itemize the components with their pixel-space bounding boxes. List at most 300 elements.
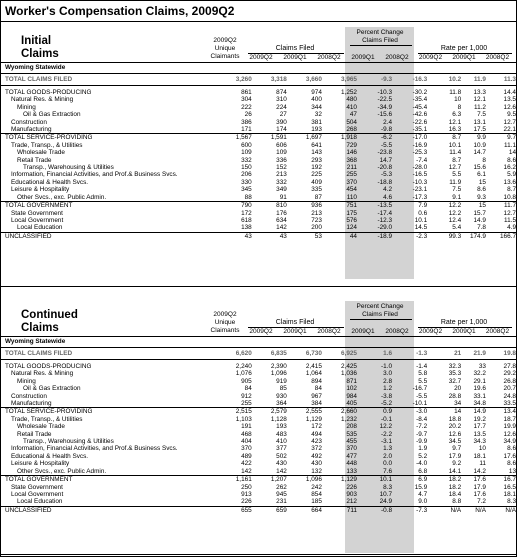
unique-claimants-header-line: 2009Q2 [213,37,237,44]
table-cell: 3.0 [383,370,393,378]
row-label: Mining [17,103,36,111]
table-cell: 410 [346,103,357,111]
table-cell: 634 [276,216,287,224]
table-cell: 13.5 [473,430,486,438]
row-label: TOTAL SERVICE-PROVIDING [1,408,213,416]
table-cell: 967 [311,392,322,400]
table-cell: 10.2 [427,74,461,86]
table-cell: -22.6 [412,118,428,126]
table-cell: -13.5 [357,202,392,210]
table-cell: -18.9 [357,232,392,240]
table-cell: 659 [252,506,287,514]
table-cell: 364 [276,400,287,408]
table-cell: 225 [311,171,322,179]
table-cell: 368 [346,156,357,164]
table-cell: 903 [346,490,357,498]
section-title-line: Claims [21,48,59,60]
section-title-line: Initial [21,35,52,47]
table-cell: 12.6 [503,103,516,111]
table-cell: 372 [311,445,322,453]
table-cell: 11.1 [504,141,516,149]
table-cell: 345 [241,186,252,194]
table-row [1,370,516,377]
table-cell: 12.2 [379,423,393,431]
table-cell: 751 [322,202,357,210]
table-cell: 16.2 [503,164,516,172]
percent-change-header-line: Percent Change [356,303,404,310]
table-cell: 1,207 [252,476,287,484]
table-cell: 2.0 [383,452,393,460]
table-cell: 8.7 [507,186,516,194]
table-cell: -2.3 [392,232,427,240]
table-cell: 3,318 [252,74,287,86]
table-cell: 0.0 [383,460,393,468]
table-cell: 6,835 [252,348,287,360]
table-cell: 790 [213,202,252,210]
table-cell: 18.1 [473,452,486,460]
row-label: TOTAL GOODS-PRODUCING [5,89,92,96]
table-cell: 175 [346,209,357,217]
table-cell: 171 [241,126,252,134]
row-label: Transp., Warehousing & Utilities [23,438,114,446]
table-cell: 11.9 [449,178,462,186]
table-cell: -7.2 [416,423,428,431]
table-cell: 213 [311,209,322,217]
table-row [1,164,516,171]
table-cell: 43 [252,232,287,240]
table-cell: 9.2 [452,460,462,468]
unique-claimants-header-line: Claimants [210,53,240,60]
row-label: Oil & Gas Extraction [23,111,81,119]
table-cell: -17.0 [392,134,427,142]
table-cell: 132 [311,467,322,475]
table-cell: 4.6 [383,193,393,201]
table-cell: 310 [276,96,287,104]
table-cell: 43 [213,232,252,240]
table-cell: -45.4 [412,103,428,111]
table-cell: 2,660 [322,408,357,416]
table-row [1,142,516,149]
table-cell: 206 [241,171,252,179]
table-cell: 22.1 [503,126,516,134]
table-cell: 138 [241,224,252,232]
table-cell: 871 [346,377,357,385]
table-cell: 5.5 [418,377,428,385]
table-cell: 2,240 [235,363,252,370]
table-cell: 142 [241,467,252,475]
row-label: TOTAL SERVICE-PROVIDING [1,134,213,142]
table-cell: 24.9 [379,498,393,506]
table-cell: 109 [276,149,287,157]
percent-change-header [346,29,414,45]
table-cell: 11.9 [461,74,486,86]
table-cell: 19.8 [486,348,516,360]
table-cell: 34 [454,400,462,408]
table-cell: 21.9 [461,348,486,360]
table-cell: 143 [311,149,322,157]
table-cell: 13.3 [473,89,486,96]
table-row [1,232,516,240]
table-cell: 729 [346,141,357,149]
table-cell: 1,076 [235,370,252,378]
table-cell: -17.3 [412,193,428,201]
table-cell: 53 [287,232,322,240]
table-cell: 1,103 [235,415,252,423]
table-cell: 489 [241,452,252,460]
table-cell: 1,036 [340,370,357,378]
table-cell: 1,591 [252,134,287,142]
table-cell: 8.7 [452,156,462,164]
table-cell: 13.4 [486,408,516,416]
table-cell: 142 [276,224,287,232]
table-cell: 480 [346,96,357,104]
table-cell: 84 [314,385,322,393]
table-cell: 84 [244,385,252,393]
table-row [1,134,516,142]
statewide-label: Wyoming Statewide [1,63,516,74]
table-cell: 18.8 [448,415,462,423]
table-cell: 185 [311,498,322,506]
table-cell: 11.7 [486,202,516,210]
table-cell: -3.0 [392,408,427,416]
report-title: Worker's Compensation Claims, 2009Q2 [1,1,516,22]
table-cell: -28.0 [412,164,428,172]
table-row [1,393,516,400]
table-cell: 11 [479,460,486,468]
table-cell: -1.0 [381,363,393,370]
row-label: Information, Financial Activities, and Prof.& Business Svcs. [11,171,178,179]
table-cell: 150 [241,164,252,172]
table-cell: 7.5 [477,111,486,119]
table-cell: -1.3 [392,348,427,360]
table-cell: 4.7 [418,490,428,498]
table-cell: 6.1 [477,171,486,179]
table-cell: 5.2 [418,452,428,460]
table-cell: 8.3 [507,498,516,506]
year-column-header: 2008Q2 [317,328,341,335]
table-cell: 14.7 [379,156,393,164]
table-row [1,224,516,232]
table-row [1,423,516,430]
table-cell: 200 [311,224,322,232]
row-label: Mining [17,377,36,385]
table-cell: -16.9 [412,141,428,149]
table-cell: 18.2 [427,476,461,484]
table-cell: 0.6 [418,209,428,217]
row-label: Educational & Health Svcs. [11,178,89,186]
table-cell: 422 [241,460,252,468]
table-cell: 377 [276,445,287,453]
table-cell: 5.5 [452,171,462,179]
table-cell: 211 [346,164,357,172]
year-column-header: 2008Q2 [317,54,341,61]
table-cell: 10.8 [503,193,516,201]
table-cell: -30.2 [412,89,428,96]
row-label: Other Svcs., exc. Public Admin. [17,193,107,201]
table-row [1,104,516,111]
table-cell: 930 [276,392,287,400]
table-row [1,202,516,210]
table-cell: -17.4 [377,209,393,217]
table-cell: 11.5 [504,216,516,224]
table-cell: 10 [478,445,486,453]
table-cell: 455 [346,438,357,446]
table-cell: 655 [213,506,252,514]
table-cell: 1,232 [340,415,357,423]
section-bottom-border [1,286,516,287]
table-cell: 405 [346,400,357,408]
table-cell: 2,515 [213,408,252,416]
year-column-header: 2009Q1 [351,54,375,61]
row-label: Retail Trade [17,156,52,164]
table-cell: 231 [276,498,287,506]
table-row [1,400,516,408]
table-cell: 8.3 [383,483,393,491]
table-cell: 33.1 [473,392,486,400]
table-cell: 226 [241,498,252,506]
row-label: State Government [11,483,63,491]
table-cell: 176 [276,209,287,217]
table-cell: 576 [346,216,357,224]
table-cell: 7.9 [392,202,427,210]
table-cell: 16.7 [486,476,516,484]
table-cell: 386 [241,118,252,126]
year-column-header: 2009Q1 [351,328,375,335]
table-cell: 6,620 [213,348,252,360]
table-cell: -9.9 [416,438,428,446]
table-cell: 26 [244,111,252,119]
table-cell: 8.7 [427,134,461,142]
table-cell: 7.5 [452,186,462,194]
table-cell: 494 [311,430,322,438]
table-cell: 912 [241,392,252,400]
table-cell: -5.5 [381,141,393,149]
row-label: Manufacturing [11,400,52,408]
table-cell: 250 [241,483,252,491]
table-row [1,217,516,224]
table-cell: 12.1 [448,118,462,126]
row-label: Trade, Transp., & Utilities [11,141,83,149]
table-row [1,119,516,126]
table-cell: 1,128 [270,415,287,423]
section-header [1,295,516,336]
table-cell: 20.7 [503,385,516,393]
table-cell: 1,129 [305,415,322,423]
row-label: Other Svcs., exc. Public Admin. [17,467,107,475]
year-column-header: 2009Q2 [249,328,273,335]
table-cell: 12.2 [448,209,462,217]
table-cell: -20.8 [377,164,393,172]
table-row [1,506,516,514]
table-cell: -5.5 [416,392,428,400]
row-label: Natural Res. & Mining [11,96,74,104]
table-cell: 226 [346,483,357,491]
row-label: TOTAL GOVERNMENT [1,202,213,210]
table-cell: 945 [276,490,287,498]
table-cell: 208 [346,423,357,431]
table-row [1,179,516,186]
table-cell: 4.2 [383,186,393,194]
table-cell: 19.9 [503,423,516,431]
table-cell: 4.9 [507,224,516,232]
table-cell: 99.3 [427,232,461,240]
year-column-header: 2009Q1 [283,328,307,335]
table-cell: 370 [241,445,252,453]
table-cell: 16.3 [448,126,462,134]
table-cell: 304 [241,96,252,104]
header-underline [350,319,412,320]
table-cell: 174.9 [461,232,486,240]
row-label: UNCLASSIFIED [1,232,213,240]
table-cell: 222 [241,103,252,111]
table-cell: 293 [311,156,322,164]
row-label: TOTAL GOVERNMENT [1,476,213,484]
row-label: Natural Res. & Mining [11,370,74,378]
table-cell: 14.7 [473,149,486,157]
table-cell: 477 [346,452,357,460]
table-cell: 18.2 [448,483,462,491]
table-cell: 12.7 [503,209,516,217]
table-cell: 6.9 [392,476,427,484]
table-cell: 894 [311,377,322,385]
table-cell: 400 [311,96,322,104]
table-cell: -0.1 [381,415,393,423]
claims-table [1,336,516,514]
table-cell: 664 [287,506,322,514]
table-row [1,484,516,491]
table-cell: 1.6 [357,348,392,360]
table-cell: -16.7 [412,385,428,393]
table-cell: 0.9 [357,408,392,416]
table-cell: 20.2 [448,423,462,431]
year-column-header: 2009Q2 [418,54,443,61]
table-cell: 936 [287,202,322,210]
table-row [1,431,516,438]
table-cell: 7.8 [477,224,486,232]
table-row [1,476,516,484]
table-cell: 10.7 [379,490,393,498]
table-cell: 192 [311,164,322,172]
table-cell: 6,730 [287,348,322,360]
year-column-header: 2008Q2 [485,54,510,61]
table-cell: 18.4 [448,490,462,498]
table-cell: 212 [346,498,357,506]
table-cell: 11.2 [473,103,486,111]
table-cell: -29.0 [377,224,393,232]
table-row [1,149,516,156]
year-column-header: 2009Q2 [418,328,443,335]
table-cell: -3.1 [381,438,393,446]
table-cell: 91 [279,193,287,201]
table-cell: 152 [276,164,287,172]
table-cell: 8.8 [452,498,462,506]
table-cell: 9.9 [461,134,486,142]
year-column-header: 2008Q2 [385,328,409,335]
row-label: Oil & Gas Extraction [23,385,81,393]
table-cell: 109 [241,149,252,157]
table-cell: 1.2 [383,385,393,393]
table-cell: 124 [346,224,357,232]
claims-filed-header: Claims Filed [275,319,315,326]
table-cell: 1.9 [418,445,428,453]
table-cell: 27.8 [503,363,516,370]
section-title-line: Claims [21,322,59,334]
table-cell: 919 [276,377,287,385]
table-cell: 381 [311,118,322,126]
table-cell: 191 [241,423,252,431]
table-cell: 535 [346,430,357,438]
table-cell: 1,129 [322,476,357,484]
table-cell: 6,925 [322,348,357,360]
table-cell: 15.9 [414,483,428,491]
table-cell: -5.2 [381,400,393,408]
table-cell: -35.4 [412,96,428,104]
table-cell: 384 [311,400,322,408]
table-cell: 1,918 [322,134,357,142]
table-cell: 984 [346,392,357,400]
table-cell: -12.3 [377,216,393,224]
row-label: Retail Trade [17,430,52,438]
table-cell: 9.3 [477,193,486,201]
table-cell: 1,697 [287,134,322,142]
table-cell: -6.2 [357,134,392,142]
section-header [1,21,516,62]
table-row [1,408,516,416]
table-cell: -1.4 [416,363,428,370]
row-label: Transp., Warehousing & Utilities [23,164,114,172]
row-label: Construction [11,392,47,400]
row-label: State Government [11,209,63,217]
row-label: Information, Financial Activities, and Prof.& Business Svcs. [11,445,178,453]
table-cell: -10.1 [412,400,428,408]
table-cell: 29.1 [473,377,486,385]
row-label: Wholesale Trade [17,149,65,157]
table-cell: 13 [508,467,516,475]
table-cell: 454 [346,186,357,194]
table-cell: 854 [311,490,322,498]
header-underline [350,45,412,46]
table-cell: 332 [241,156,252,164]
total-claims-row [1,74,516,86]
table-cell: 268 [346,126,357,134]
table-cell: 17.7 [473,423,486,431]
table-cell: 15.6 [473,164,486,172]
unique-claimants-header [206,311,244,335]
table-cell: 35.3 [448,370,462,378]
table-cell: 14.4 [503,89,516,96]
table-cell: 6.8 [418,467,428,475]
table-cell: 905 [241,377,252,385]
table-cell: 26.8 [503,377,516,385]
table-cell: 20 [454,385,462,393]
unique-claimants-header-line: Unique [214,45,236,52]
table-cell: 8 [457,103,462,111]
table-cell: 330 [241,178,252,186]
row-label: Local Education [17,224,63,232]
table-cell: 335 [311,186,322,194]
table-cell: 723 [311,216,322,224]
table-cell: 17.9 [448,452,462,460]
table-cell: -16.5 [412,171,428,179]
row-label: Local Education [17,498,63,506]
table-cell: 606 [276,141,287,149]
table-cell: 8.6 [507,156,516,164]
percent-change-header-line: Percent Change [356,29,404,36]
table-cell: 14.2 [473,467,486,475]
table-cell: 12.2 [427,202,461,210]
table-cell: 974 [311,89,322,96]
table-cell: -9.3 [357,74,392,86]
